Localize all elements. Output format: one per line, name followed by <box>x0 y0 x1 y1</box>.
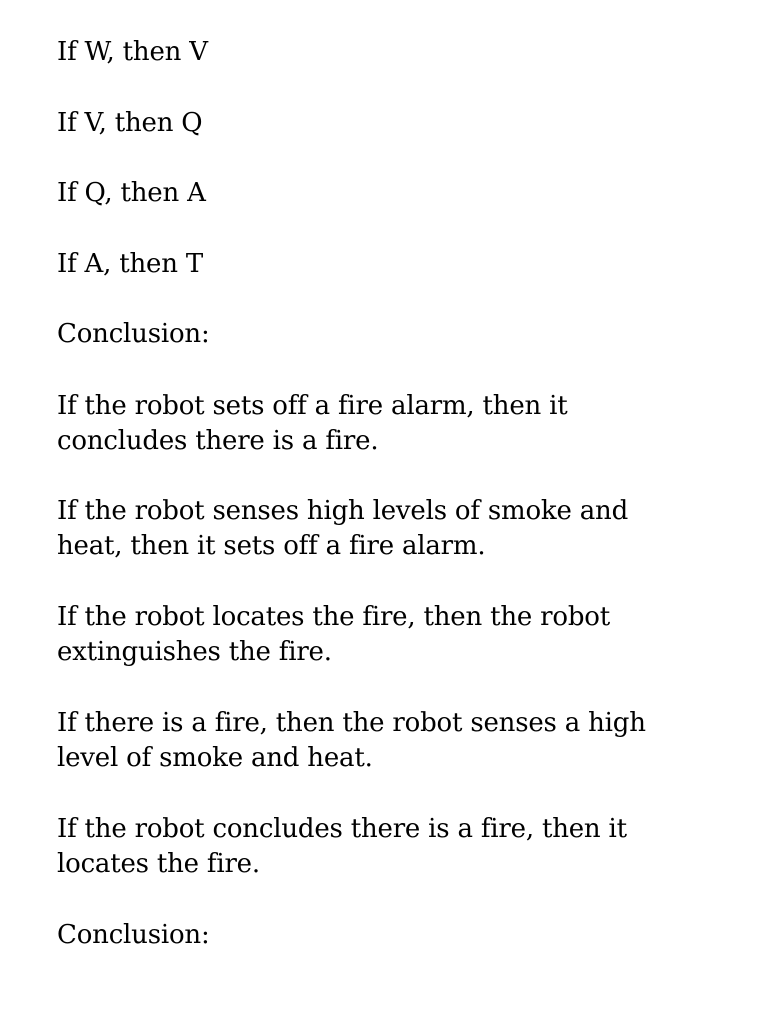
statement-concludes-fire: If the robot concludes there is a fire, then it locates the fire. <box>57 814 627 879</box>
conclusion-label-2: Conclusion: <box>57 920 210 950</box>
rule-v-q: If V, then Q <box>57 108 203 138</box>
statement-locates-fire: If the robot locates the fire, then the robot extinguishes the fire. <box>57 602 610 667</box>
rule-q-a: If Q, then A <box>57 178 206 208</box>
statement-there-is-fire: If there is a fire, then the robot senses a high level of smoke and heat. <box>57 708 646 773</box>
rule-a-t: If A, then T <box>57 249 203 279</box>
rule-w-v: If W, then V <box>57 37 208 67</box>
statement-fire-alarm: If the robot sets off a fire alarm, then it concludes there is a fire. <box>57 391 568 456</box>
statement-smoke-heat: If the robot senses high levels of smoke and heat, then it sets off a fire alarm. <box>57 496 629 561</box>
conclusion-label-1: Conclusion: <box>57 319 210 349</box>
